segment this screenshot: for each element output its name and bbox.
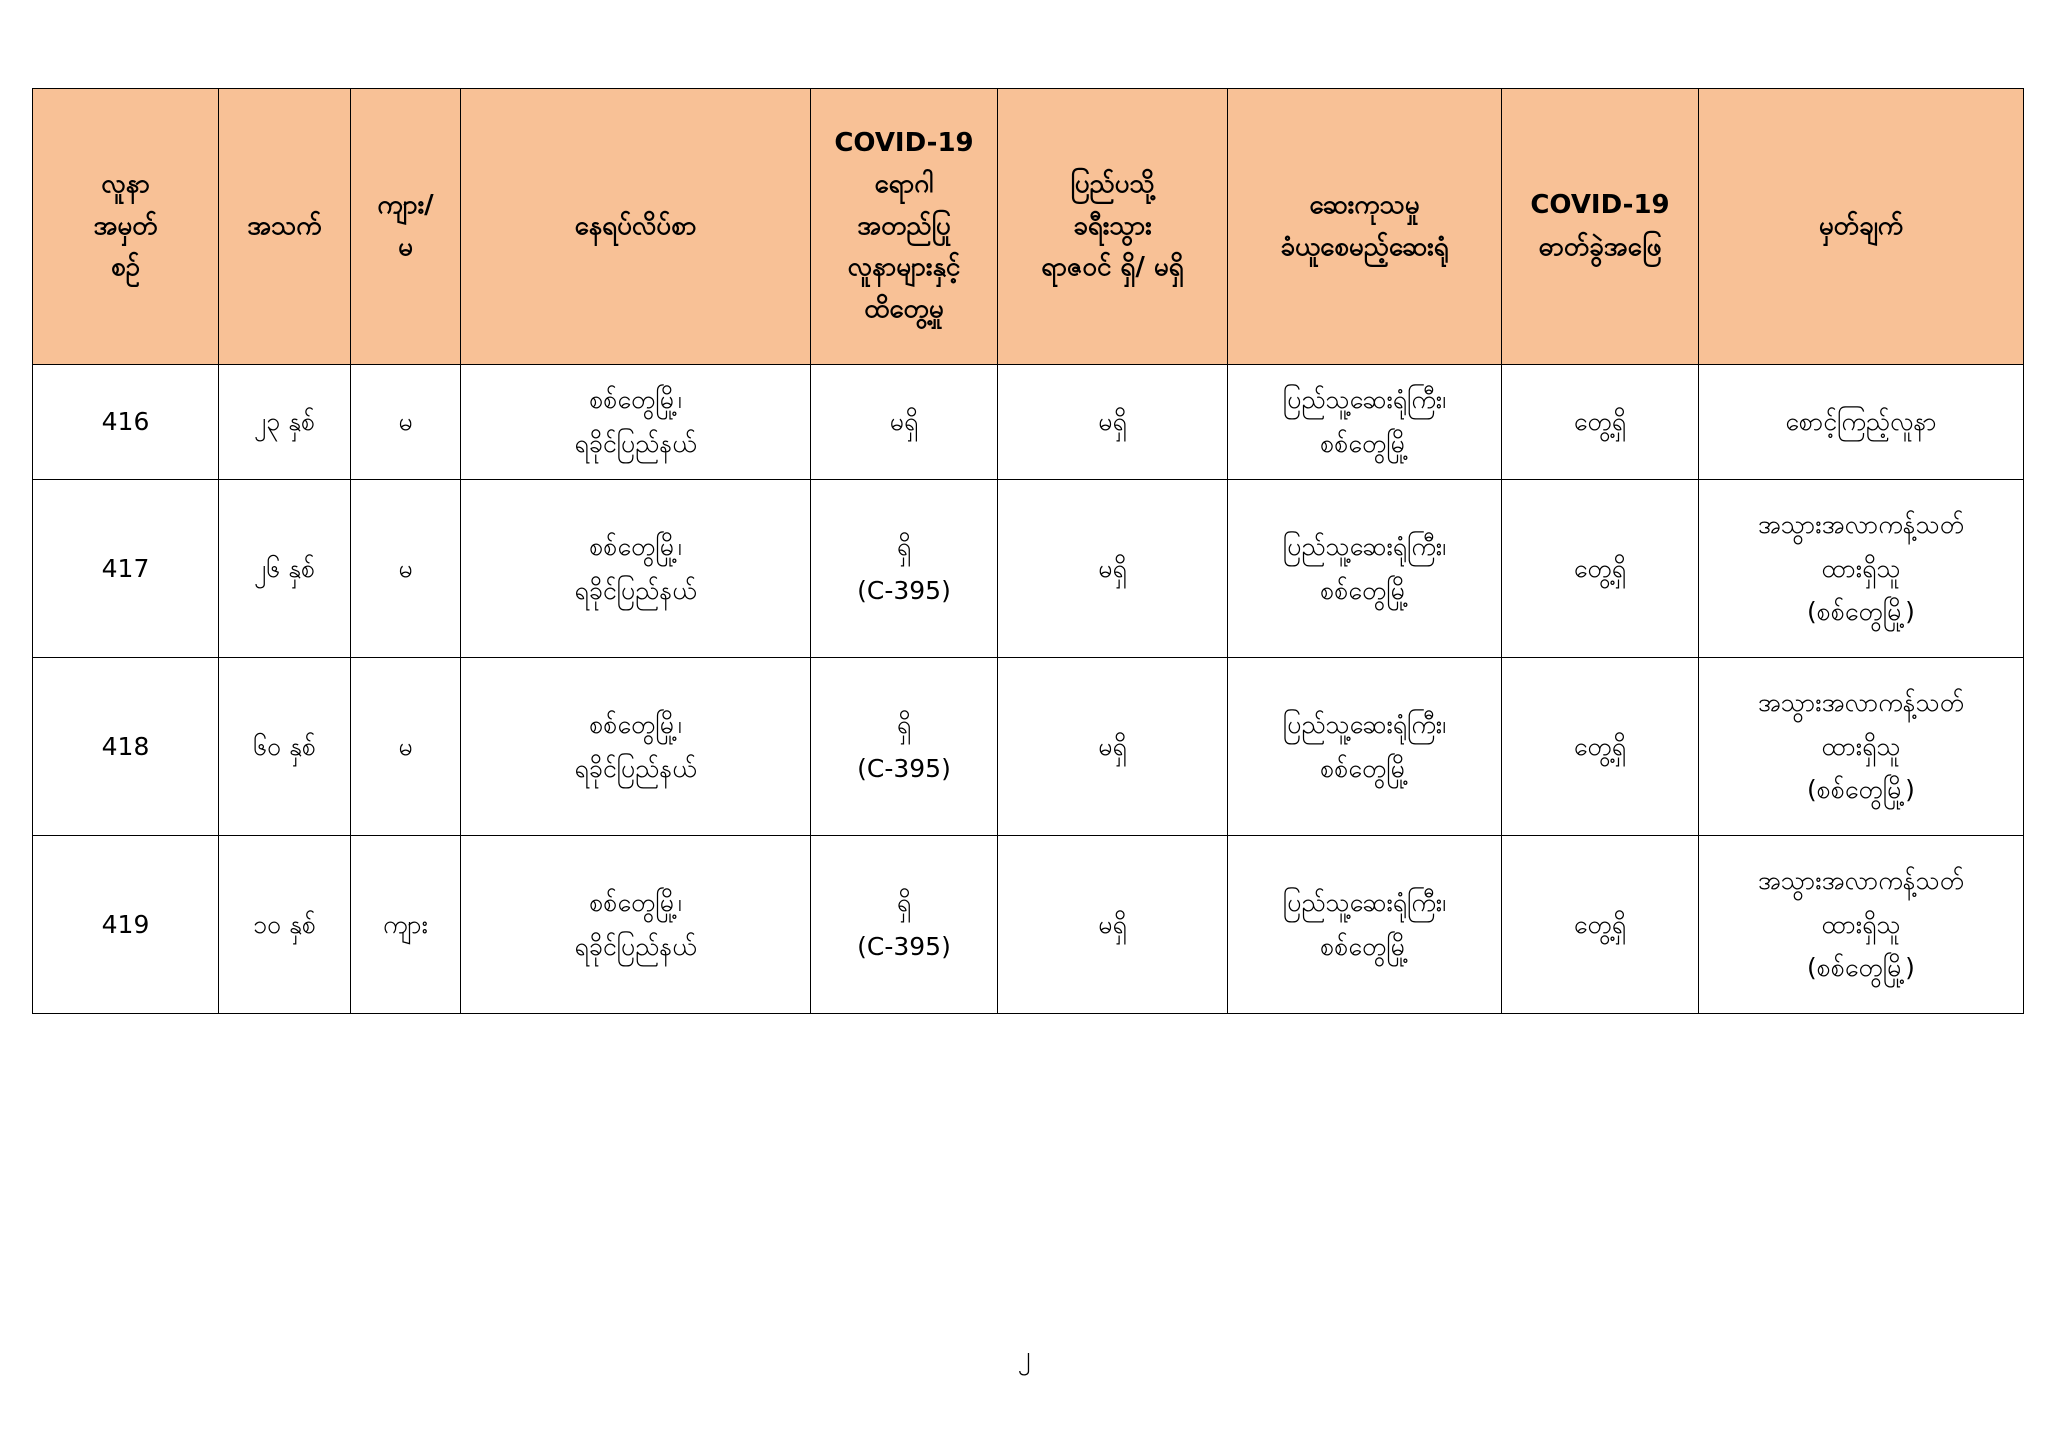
cell-hospital: ပြည်သူ့ဆေးရုံကြီး၊ စစ်တွေမြို့: [1228, 480, 1502, 658]
cell-address: စစ်တွေမြို့၊ ရခိုင်ပြည်နယ်: [461, 365, 811, 480]
cell-contact: မရှိ: [811, 365, 998, 480]
cell-travel-history: မရှိ: [998, 365, 1228, 480]
cell-travel-history: မရှိ: [998, 658, 1228, 836]
cell-case-number: 419: [33, 836, 219, 1014]
table-row: [33, 658, 2024, 836]
covid-case-table: [32, 88, 2024, 1014]
cell-sex: ကျား: [351, 836, 461, 1014]
cell-address: စစ်တွေမြို့၊ ရခိုင်ပြည်နယ်: [461, 836, 811, 1014]
cell-contact: ရှိ (C-395): [811, 836, 998, 1014]
table-row: [33, 836, 2024, 1014]
cell-travel-history: မရှိ: [998, 836, 1228, 1014]
cell-address: စစ်တွေမြို့၊ ရခိုင်ပြည်နယ်: [461, 480, 811, 658]
cell-case-number: 418: [33, 658, 219, 836]
table-row: [33, 480, 2024, 658]
header-remark: မှတ်ချက်: [1699, 89, 2024, 365]
table-row: [33, 365, 2024, 480]
cell-remark: အသွားအလာကန့်သတ် ထားရှိသူ (စစ်တွေမြို့): [1699, 658, 2024, 836]
header-lab-result: COVID-19 ဓာတ်ခွဲအဖြေ: [1502, 89, 1699, 365]
cell-hospital: ပြည်သူ့ဆေးရုံကြီး၊ စစ်တွေမြို့: [1228, 658, 1502, 836]
cell-lab-result: တွေ့ရှိ: [1502, 658, 1699, 836]
cell-remark: စောင့်ကြည့်လူနာ: [1699, 365, 2024, 480]
cell-age: ၁၀ နှစ်: [219, 836, 351, 1014]
cell-travel-history: မရှိ: [998, 480, 1228, 658]
cell-remark: အသွားအလာကန့်သတ် ထားရှိသူ (စစ်တွေမြို့): [1699, 480, 2024, 658]
cell-case-number: 417: [33, 480, 219, 658]
page-number: ၂: [1017, 1341, 1031, 1371]
header-address: နေရပ်လိပ်စာ: [461, 89, 811, 365]
header-hospital: ဆေးကုသမှု ခံယူစေမည့်ဆေးရုံ: [1228, 89, 1502, 365]
header-contact: COVID-19 ရောဂါ အတည်ပြု လူနာများနှင့် ထိတွေ့မှု: [811, 89, 998, 365]
cell-hospital: ပြည်သူ့ဆေးရုံကြီး၊ စစ်တွေမြို့: [1228, 365, 1502, 480]
cell-contact: ရှိ (C-395): [811, 480, 998, 658]
cell-contact: ရှိ (C-395): [811, 658, 998, 836]
cell-lab-result: တွေ့ရှိ: [1502, 836, 1699, 1014]
cell-address: စစ်တွေမြို့၊ ရခိုင်ပြည်နယ်: [461, 658, 811, 836]
cell-sex: မ: [351, 480, 461, 658]
cell-age: ၂၃ နှစ်: [219, 365, 351, 480]
cell-age: ၂၆ နှစ်: [219, 480, 351, 658]
header-case-number: လူနာ အမှတ် စဉ်: [33, 89, 219, 365]
cell-lab-result: တွေ့ရှိ: [1502, 365, 1699, 480]
cell-lab-result: တွေ့ရှိ: [1502, 480, 1699, 658]
cell-sex: မ: [351, 365, 461, 480]
cell-sex: မ: [351, 658, 461, 836]
cell-hospital: ပြည်သူ့ဆေးရုံကြီး၊ စစ်တွေမြို့: [1228, 836, 1502, 1014]
cell-remark: အသွားအလာကန့်သတ် ထားရှိသူ (စစ်တွေမြို့): [1699, 836, 2024, 1014]
header-travel-history: ပြည်ပသို့ ခရီးသွား ရာဇဝင် ရှိ/ မရှိ: [998, 89, 1228, 365]
header-age: အသက်: [219, 89, 351, 365]
header-sex: ကျား/ မ: [351, 89, 461, 365]
cell-age: ၆၀ နှစ်: [219, 658, 351, 836]
cell-case-number: 416: [33, 365, 219, 480]
table-header-row: [33, 89, 2024, 365]
